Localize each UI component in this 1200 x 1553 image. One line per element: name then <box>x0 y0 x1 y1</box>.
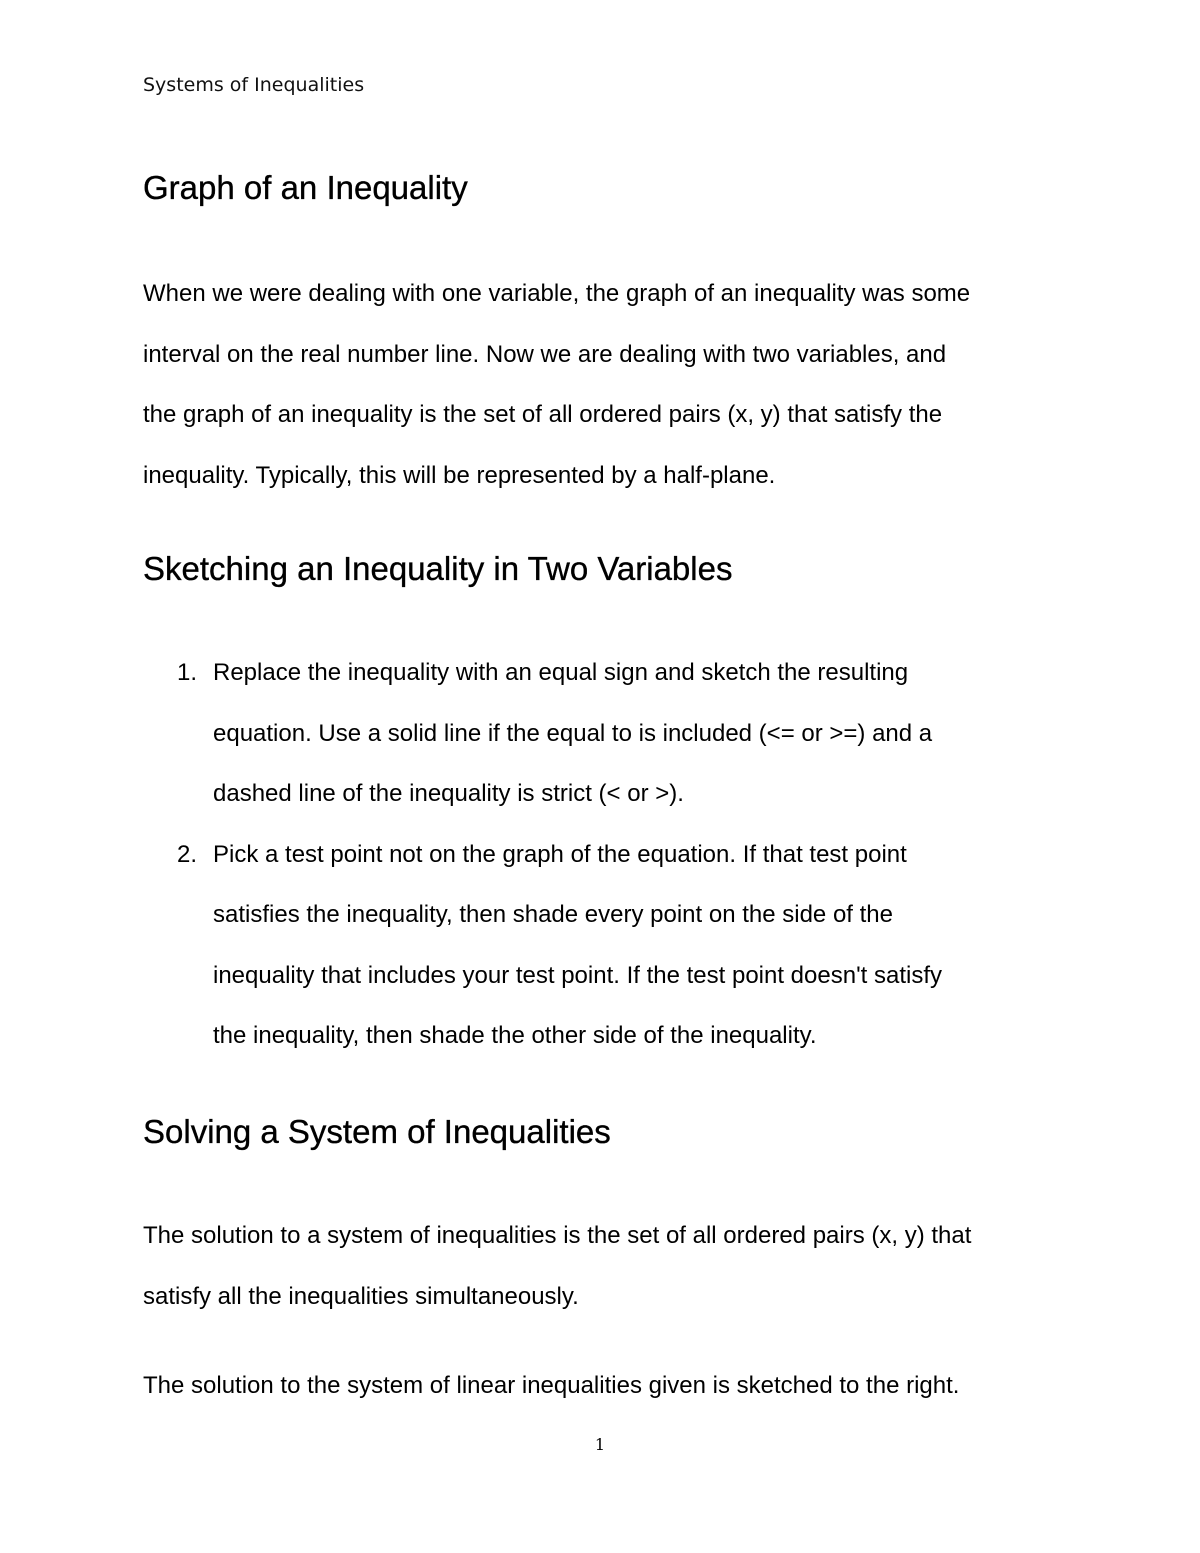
list-item <box>143 643 1063 825</box>
heading-graph-of-an-inequality: Graph of an Inequality <box>143 169 468 206</box>
list-item-number: 2. <box>177 840 198 868</box>
paragraph-graph-intro <box>143 264 1063 506</box>
paragraph-solving-definition <box>143 1206 1063 1327</box>
list-item-number: 1. <box>177 659 198 686</box>
paragraph-line: interval on the real number line. Now we are dealing with two variables, and <box>143 340 947 368</box>
paragraph-line: satisfy all the inequalities simultaneously. <box>143 1282 579 1310</box>
list-item-line: Pick a test point not on the graph of the equation. If that test point <box>213 840 907 868</box>
paragraph-line: The solution to the system of linear inequalities given is sketched to the right. <box>143 1372 960 1399</box>
list-item-line: Replace the inequality with an equal sign and sketch the resulting <box>213 659 909 686</box>
list-item-line: dashed line of the inequality is strict (< or >). <box>213 780 684 807</box>
sketching-steps-list <box>143 643 1063 1067</box>
list-item-line: inequality that includes your test point. If the test point doesn't satisfy <box>213 961 942 989</box>
list-item-line: the inequality, then shade the other side of the inequality. <box>213 1022 817 1049</box>
list-item-line: equation. Use a solid line if the equal to is included (<= or >=) and a <box>213 719 933 747</box>
page-number: 1 <box>594 1435 606 1454</box>
paragraph-solving-sketch-note <box>143 1356 1063 1417</box>
list-item-line: satisfies the inequality, then shade every point on the side of the <box>213 901 893 928</box>
paragraph-line: inequality. Typically, this will be represented by a half-plane. <box>143 461 776 489</box>
heading-sketching-an-inequality: Sketching an Inequality in Two Variables <box>143 550 733 587</box>
paragraph-line: When we were dealing with one variable, the graph of an inequality was some <box>143 280 971 307</box>
running-header: Systems of Inequalities <box>143 74 365 96</box>
paragraph-line: the graph of an inequality is the set of all ordered pairs (x, y) that satisfy the <box>143 401 943 428</box>
heading-solving-a-system: Solving a System of Inequalities <box>143 1113 611 1150</box>
list-item <box>143 825 1063 1067</box>
paragraph-line: The solution to a system of inequalities is the set of all ordered pairs (x, y) that <box>143 1222 972 1249</box>
